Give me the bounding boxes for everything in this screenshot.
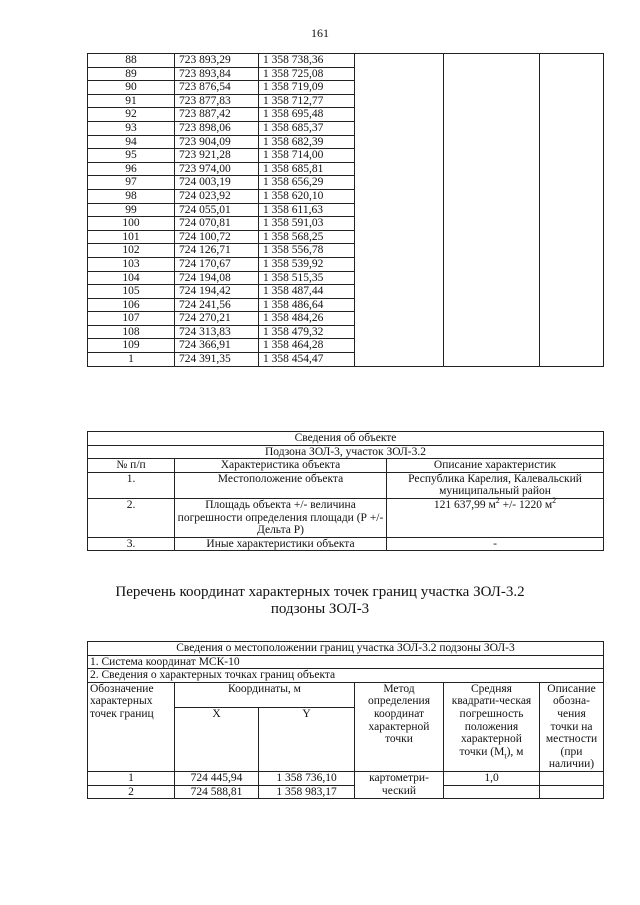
- row-description: Республика Карелия, Калевальский муниципальный район: [387, 472, 604, 498]
- point-error: 1,0: [444, 771, 540, 785]
- row-characteristic: Иные характеристики объекта: [175, 537, 387, 551]
- point-x: 723 876,54: [175, 81, 259, 95]
- point-y: 1 358 556,78: [259, 244, 355, 258]
- point-x: 724 070,81: [175, 217, 259, 231]
- area-error-exponent: 2: [552, 496, 557, 506]
- point-x: 724 194,42: [175, 285, 259, 299]
- header-designation: Обозначение характерных точек границ: [88, 682, 175, 771]
- point-x: 724 445,94: [175, 771, 259, 785]
- point-number: 97: [88, 176, 175, 190]
- point-y: 1 358 685,37: [259, 121, 355, 135]
- point-number: 91: [88, 94, 175, 108]
- point-number: 108: [88, 325, 175, 339]
- point-number: 104: [88, 271, 175, 285]
- point-number: 100: [88, 217, 175, 231]
- point-number: 101: [88, 230, 175, 244]
- point-x: 723 921,28: [175, 149, 259, 163]
- header-error: [444, 682, 540, 771]
- header-x: X: [175, 707, 259, 771]
- point-x: 723 893,29: [175, 54, 259, 68]
- section-title: [0, 584, 640, 618]
- header-method: Метод определения координат характерной точки: [355, 682, 444, 771]
- point-y: 1 358 983,17: [259, 785, 355, 799]
- point-x: 724 588,81: [175, 785, 259, 799]
- header-description: Описание характеристик: [387, 459, 604, 473]
- point-y: 1 358 515,35: [259, 271, 355, 285]
- point-x: 724 241,56: [175, 298, 259, 312]
- point-y: 1 358 464,28: [259, 339, 355, 353]
- point-y: 1 358 685,81: [259, 162, 355, 176]
- point-y: 1 358 487,44: [259, 285, 355, 299]
- point-number: 99: [88, 203, 175, 217]
- point-x: 724 194,08: [175, 271, 259, 285]
- point-method: картометри-ческий: [355, 771, 444, 798]
- object-table-subtitle: Подзона ЗОЛ-3, участок ЗОЛ-3.2: [88, 445, 604, 459]
- point-method: [355, 54, 444, 367]
- point-description: [540, 54, 604, 367]
- point-error: [444, 54, 540, 367]
- area-value: 121 637,99 м: [433, 498, 496, 511]
- header-characteristic: Характеристика объекта: [175, 459, 387, 473]
- point-number: 105: [88, 285, 175, 299]
- point-y: 1 358 539,92: [259, 257, 355, 271]
- area-error: +/- 1220 м: [499, 498, 553, 511]
- row-number: 1.: [88, 472, 175, 498]
- point-x: 724 055,01: [175, 203, 259, 217]
- point-x: 723 974,00: [175, 162, 259, 176]
- point-x: 723 887,42: [175, 108, 259, 122]
- point-number: 90: [88, 81, 175, 95]
- point-y: 1 358 454,47: [259, 353, 355, 367]
- header-error-main: Средняя квадрати-ческая погрешность положения характерной точки (M: [451, 682, 532, 758]
- header-coordinates: Координаты, м: [175, 682, 355, 707]
- object-table-title: Сведения об объекте: [88, 432, 604, 446]
- object-info-table: [87, 431, 604, 551]
- point-y: 1 358 620,10: [259, 189, 355, 203]
- point-number: 106: [88, 298, 175, 312]
- point-error: [444, 785, 540, 799]
- row-characteristic: Местоположение объекта: [175, 472, 387, 498]
- header-error-sub: t: [504, 751, 507, 761]
- point-x: 724 170,67: [175, 257, 259, 271]
- point-number: 102: [88, 244, 175, 258]
- point-y: 1 358 591,03: [259, 217, 355, 231]
- point-y: 1 358 725,08: [259, 67, 355, 81]
- point-x: 724 126,71: [175, 244, 259, 258]
- point-y: 1 358 611,63: [259, 203, 355, 217]
- point-y: 1 358 568,25: [259, 230, 355, 244]
- point-number: 88: [88, 54, 175, 68]
- row-description-area: [387, 498, 604, 537]
- row-description: -: [387, 537, 604, 551]
- area-unit-exponent: 2: [495, 496, 500, 506]
- coordinate-row: [88, 54, 604, 68]
- point-y: 1 358 736,10: [259, 771, 355, 785]
- point-number: 109: [88, 339, 175, 353]
- point-x: 723 898,06: [175, 121, 259, 135]
- row-number: 2.: [88, 498, 175, 537]
- point-x: 724 023,92: [175, 189, 259, 203]
- point-x: 723 904,09: [175, 135, 259, 149]
- point-number: 89: [88, 67, 175, 81]
- point-number: 93: [88, 121, 175, 135]
- point-y: 1 358 714,00: [259, 149, 355, 163]
- row-number: 3.: [88, 537, 175, 551]
- section-title-line-2: подзоны ЗОЛ-3: [270, 601, 370, 617]
- point-x: 723 877,83: [175, 94, 259, 108]
- header-number: № п/п: [88, 459, 175, 473]
- point-x: 724 270,21: [175, 312, 259, 326]
- point-y: 1 358 656,29: [259, 176, 355, 190]
- point-number: 92: [88, 108, 175, 122]
- point-y: 1 358 682,39: [259, 135, 355, 149]
- header-y: Y: [259, 707, 355, 771]
- boundary-coordinates-table: [87, 641, 604, 799]
- point-x: 723 893,84: [175, 67, 259, 81]
- bottom-table-title: Сведения о местоположении границ участка ЗОЛ-3.2 подзоны ЗОЛ-3: [88, 642, 604, 656]
- header-error-tail: ), м: [506, 745, 524, 758]
- point-y: 1 358 719,09: [259, 81, 355, 95]
- point-description: [540, 785, 604, 799]
- point-y: 1 358 484,26: [259, 312, 355, 326]
- point-number: 96: [88, 162, 175, 176]
- point-y: 1 358 486,64: [259, 298, 355, 312]
- point-x: 724 313,83: [175, 325, 259, 339]
- page-number: 161: [311, 26, 329, 40]
- point-number: 98: [88, 189, 175, 203]
- point-x: 724 100,72: [175, 230, 259, 244]
- point-description: [540, 771, 604, 785]
- coordinates-continuation-table: [87, 53, 604, 367]
- point-x: 724 366,91: [175, 339, 259, 353]
- point-number: 95: [88, 149, 175, 163]
- point-x: 724 003,19: [175, 176, 259, 190]
- point-number: 103: [88, 257, 175, 271]
- point-y: 1 358 738,36: [259, 54, 355, 68]
- point-number: 107: [88, 312, 175, 326]
- point-y: 1 358 695,48: [259, 108, 355, 122]
- section-title-line-1: Перечень координат характерных точек границ участка ЗОЛ-3.2: [115, 584, 525, 600]
- point-y: 1 358 712,77: [259, 94, 355, 108]
- point-number: 1: [88, 353, 175, 367]
- point-y: 1 358 479,32: [259, 325, 355, 339]
- header-point-description: Описание обозна-чения точки на местности (при наличии): [540, 682, 604, 771]
- point-number: 1: [88, 771, 175, 785]
- point-x: 724 391,35: [175, 353, 259, 367]
- points-info: 2. Сведения о характерных точках границ объекта: [88, 669, 604, 683]
- point-number: 2: [88, 785, 175, 799]
- coordinate-system: 1. Система координат МСК-10: [88, 655, 604, 669]
- point-number: 94: [88, 135, 175, 149]
- row-characteristic: Площадь объекта +/- величина погрешности определения площади (Р +/- Дельта Р): [175, 498, 387, 537]
